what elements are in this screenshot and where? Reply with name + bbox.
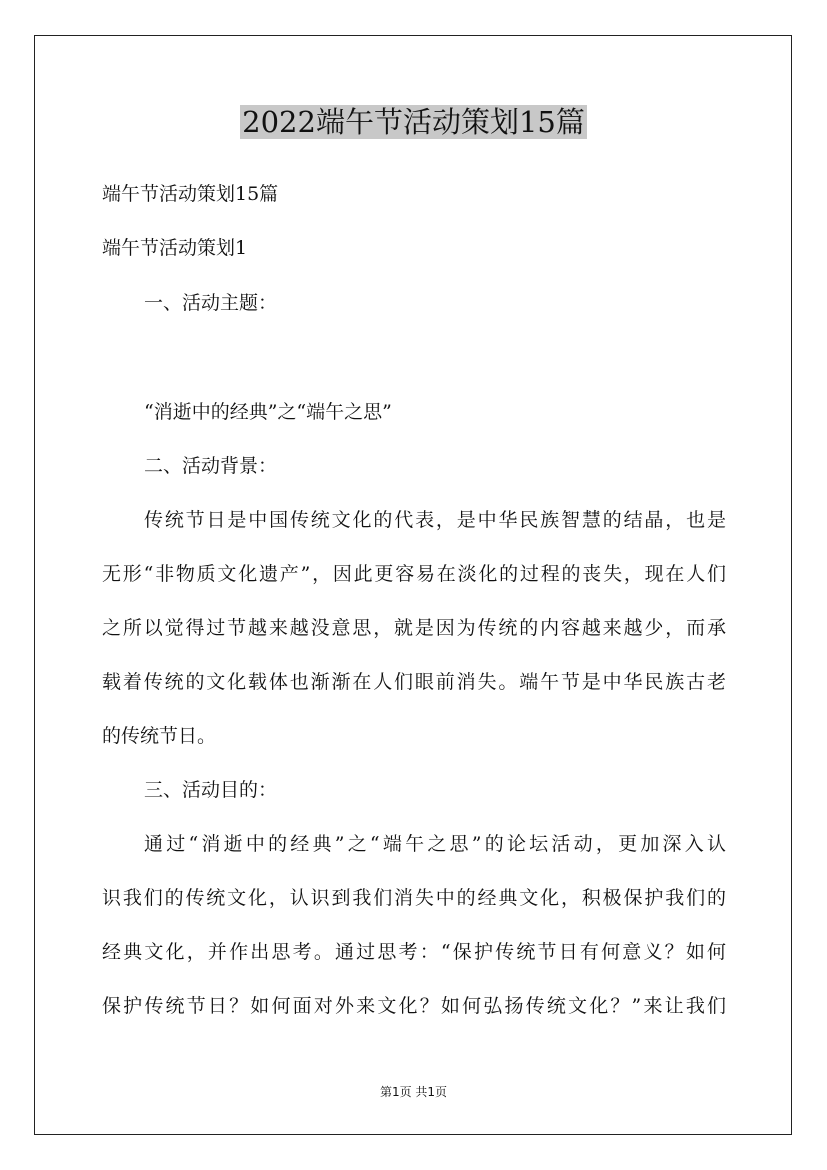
background-line-2: 无形“非物质文化遗产”，因此更容易在淡化的过程的丧失，现在人们 xyxy=(102,563,726,585)
page-footer: 第1页 共1页 xyxy=(379,1085,448,1099)
purpose-line-3: 经典文化，并作出思考。通过思考：“保护传统节日有何意义？如何 xyxy=(102,941,726,963)
section-title: 端午节活动策划1 xyxy=(102,237,248,259)
activity-theme-text: “消逝中的经典”之“端午之思” xyxy=(144,401,392,423)
background-line-4: 载着传统的文化载体也渐渐在人们眼前消失。端午节是中华民族古老 xyxy=(102,671,726,693)
background-line-1: 传统节日是中国传统文化的代表，是中华民族智慧的结晶，也是 xyxy=(144,509,726,531)
purpose-line-4: 保护传统节日？如何面对外来文化？如何弘扬传统文化？”来让我们 xyxy=(102,995,726,1017)
heading-activity-theme: 一、活动主题： xyxy=(144,292,278,314)
background-line-5: 的传统节日。 xyxy=(102,725,217,747)
document-subtitle: 端午节活动策划15篇 xyxy=(102,183,279,205)
document-title-text: 2022端午节活动策划15篇 xyxy=(242,105,585,139)
document-title xyxy=(0,102,827,142)
purpose-line-1: 通过“消逝中的经典”之“端午之思”的论坛活动，更加深入认 xyxy=(144,833,726,855)
heading-activity-purpose: 三、活动目的： xyxy=(144,779,278,801)
background-line-3: 之所以觉得过节越来越没意思，就是因为传统的内容越来越少，而承 xyxy=(102,617,726,639)
purpose-line-2: 识我们的传统文化，认识到我们消失中的经典文化，积极保护我们的 xyxy=(102,887,726,909)
heading-activity-background: 二、活动背景： xyxy=(144,455,278,477)
